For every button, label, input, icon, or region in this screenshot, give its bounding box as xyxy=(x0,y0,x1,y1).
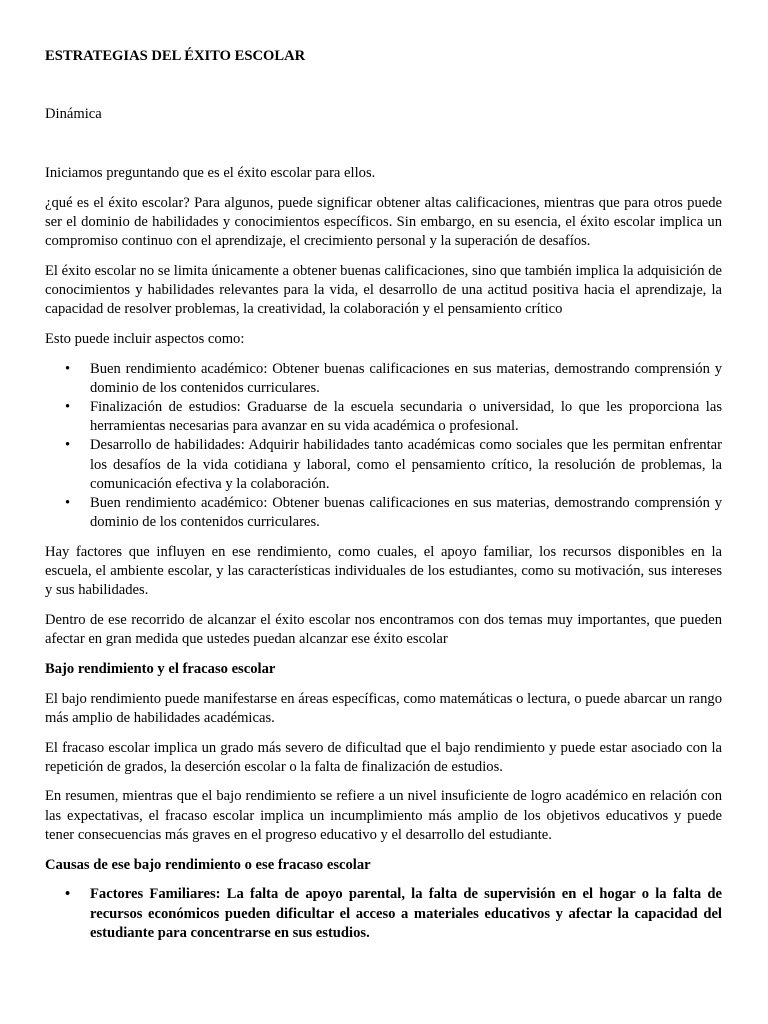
transition-paragraph: Dentro de ese recorrido de alcanzar el éxito escolar nos encontramos con dos temas muy importantes, que pueden afectar en gran medida que ustedes puedan alcanzar ese éxito escolar xyxy=(45,612,722,648)
list-item xyxy=(45,360,722,398)
bullet-icon: • xyxy=(65,437,71,454)
bullet-icon: • xyxy=(65,399,71,416)
aspects-list xyxy=(45,360,722,533)
bullet-icon: • xyxy=(65,495,71,512)
factors-paragraph: Hay factores que influyen en ese rendimiento, como cuales, el apoyo familiar, los recursos disponibles en la escuela, el ambiente escolar, y las características individuales de los estudiantes, como su motivación, sus intereses y sus habilidades. xyxy=(45,543,722,599)
summary-paragraph: En resumen, mientras que el bajo rendimiento se refiere a un nivel insuficiente de logro académico en relación con las expectativas, el fracaso escolar implica un incumplimiento más amplio de los objetivos educativos y puede tener consecuencias más graves en el progreso educativo y el desarrollo del estudiante. xyxy=(45,788,722,843)
list-item-text: Finalización de estudios: Graduarse de la escuela secundaria o universidad, lo que les proporciona las herramientas necesarias para avanzar en su vida académica o profesional. xyxy=(90,399,722,435)
document-subtitle: Dinámica xyxy=(45,106,102,122)
list-item xyxy=(45,885,722,943)
low-performance-paragraph: El bajo rendimiento puede manifestarse en áreas específicas, como matemáticas o lectura, o puede abarcar un rango más amplio de habilidades académicas. xyxy=(45,690,722,726)
scope-paragraph: El éxito escolar no se limita únicamente a obtener buenas calificaciones, sino que también implica la adquisición de conocimientos y habilidades relevantes para la vida, el desarrollo de una actitud positiva hacia el aprendizaje, la capacidad de resolver problemas, la creatividad, la colaboración y el pensamiento crítico xyxy=(45,262,722,318)
section-heading-low-performance: Bajo rendimiento y el fracaso escolar xyxy=(45,660,276,677)
causes-list xyxy=(45,885,722,943)
list-item xyxy=(45,436,722,494)
aspects-intro: Esto puede incluir aspectos como: xyxy=(45,330,245,347)
document-body xyxy=(45,164,722,953)
document-title: ESTRATEGIAS DEL ÉXITO ESCOLAR xyxy=(45,48,306,64)
failure-paragraph: El fracaso escolar implica un grado más severo de dificultad que el bajo rendimiento y puede estar asociado con la repetición de grados, la deserción escolar o la falta de finalización de estudios. xyxy=(45,739,722,775)
list-item xyxy=(45,398,722,436)
definition-paragraph: ¿qué es el éxito escolar? Para algunos, puede significar obtener altas calificaciones, mientras que para otros puede ser el dominio de habilidades y conocimientos específicos. Sin embargo, en su esencia, el éxito escolar implica un compromiso continuo con el aprendizaje, el crecimiento personal y la superación de desafíos. xyxy=(45,194,722,250)
list-item-text: Desarrollo de habilidades: Adquirir habilidades tanto académicas como sociales que les permitan enfrentar los desafíos de la vida cotidiana y laboral, como el pensamiento crítico, la resolución de problemas, la comunicación efectiva y la colaboración. xyxy=(90,437,722,492)
bullet-icon: • xyxy=(65,360,71,377)
list-item-text: Buen rendimiento académico: Obtener buenas calificaciones en sus materias, demostrando comprensión y dominio de los contenidos curriculares. xyxy=(90,360,722,396)
intro-paragraph: Iniciamos preguntando que es el éxito escolar para ellos. xyxy=(45,165,376,181)
section-heading-causes: Causas de ese bajo rendimiento o ese fracaso escolar xyxy=(45,856,371,873)
list-item xyxy=(45,494,722,532)
list-item-text: Buen rendimiento académico: Obtener buenas calificaciones en sus materias, demostrando comprensión y dominio de los contenidos curriculares. xyxy=(90,495,722,531)
bullet-icon: • xyxy=(65,886,71,903)
list-item-text: Factores Familiares: La falta de apoyo parental, la falta de supervisión en el hogar o la falta de recursos económicos pueden dificultar el acceso a materiales educativos y afectar la capacidad del estudiante para concentrarse en sus estudios. xyxy=(90,886,722,941)
